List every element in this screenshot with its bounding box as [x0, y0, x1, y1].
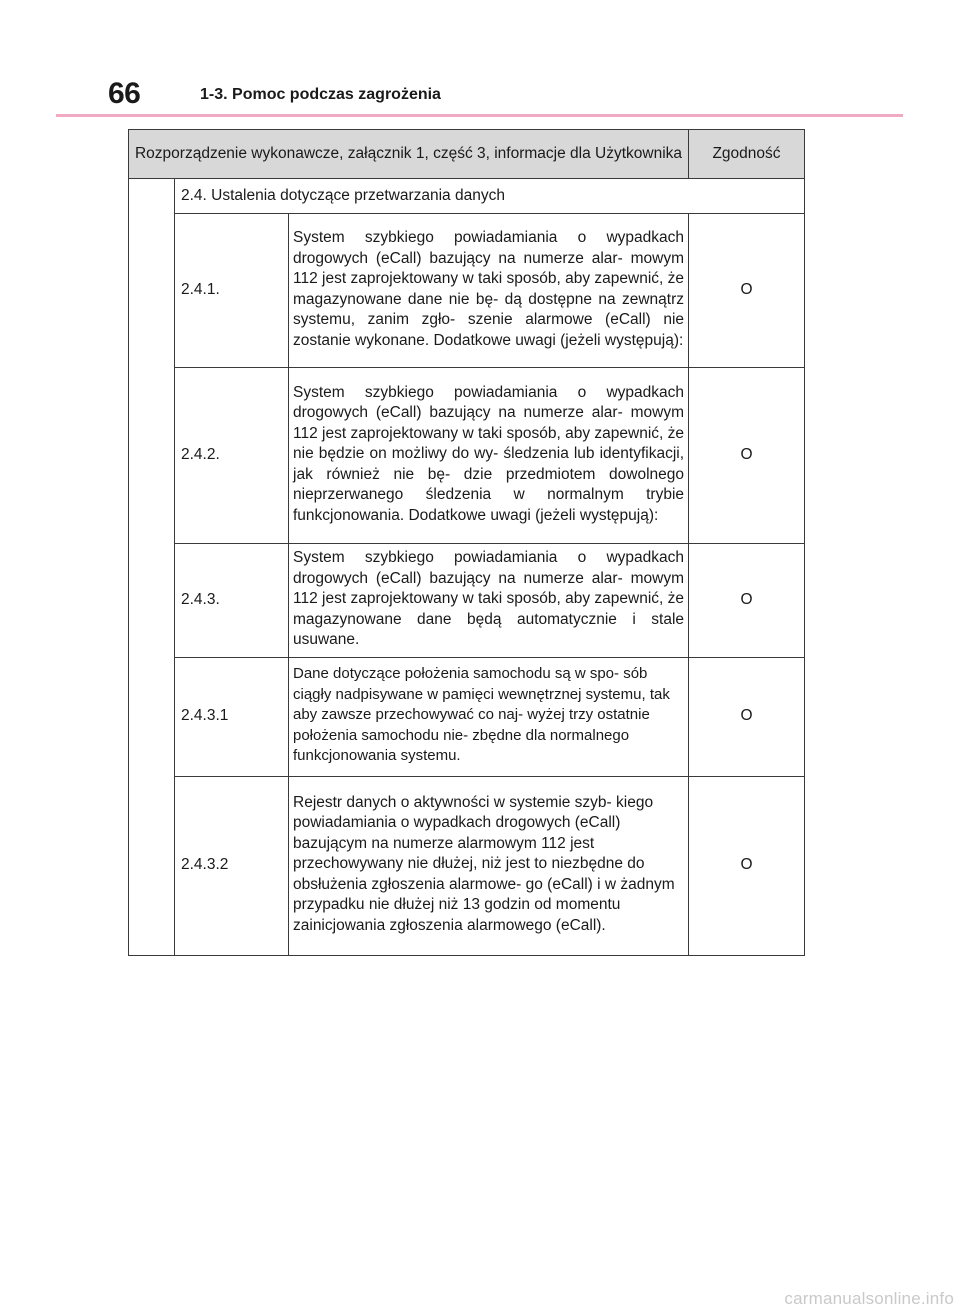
section-heading: 2.4. Ustalenia dotyczące przetwarzania danych — [175, 179, 805, 214]
compliance-table — [128, 129, 805, 956]
header-divider — [56, 114, 903, 117]
table-row — [129, 544, 805, 658]
row-compliance: O — [689, 776, 805, 955]
table-row — [129, 214, 805, 368]
row-id: 2.4.3. — [175, 544, 289, 658]
regulation-column-header: Rozporządzenie wykonawcze, załącznik 1, część 3, informacje dla Użytkownika — [129, 130, 689, 179]
page-header — [0, 0, 960, 120]
row-id: 2.4.2. — [175, 368, 289, 544]
table-row — [129, 776, 805, 955]
compliance-column-header: Zgodność — [689, 130, 805, 179]
row-description: System szybkiego powiadamiania o wypadkach drogowych (eCall) bazujący na numerze alar- mowym 112 jest zaprojektowany w taki sposób, aby zapewnić, że nie będzie on możliwy do wy- śledzenia lub identyfikacji, jak również nie bę- dzie przedmiotem dowolnego nieprzerwanego śledzenia w normalnym trybie funkcjonowania. Dodatkowe uwagi (jeżeli występują): — [289, 368, 689, 544]
table-row — [129, 368, 805, 544]
page-number: 66 — [108, 77, 141, 110]
row-compliance: O — [689, 214, 805, 368]
row-id: 2.4.3.1 — [175, 657, 289, 776]
row-description: Dane dotyczące położenia samochodu są w spo- sób ciągły nadpisywane w pamięci wewnętrznej systemu, tak aby zawsze przechowywać co naj- wyżej trzy ostatnie położenia samochodu nie- zbędne dla normalnego funkcjonowania systemu. — [289, 657, 689, 776]
row-description: System szybkiego powiadamiania o wypadkach drogowych (eCall) bazujący na numerze alar- mowym 112 jest zaprojektowany w taki sposób, aby zapewnić, że magazynowane dane nie bę- dą dostępne na zewnątrz systemu, zanim zgło- szenie alarmowe (eCall) nie zostanie wykonane. Dodatkowe uwagi (jeżeli występują): — [289, 214, 689, 368]
row-compliance: O — [689, 368, 805, 544]
row-id: 2.4.1. — [175, 214, 289, 368]
row-description: Rejestr danych o aktywności w systemie szyb- kiego powiadamiania o wypadkach drogowych (eCall) bazującym na numerze alarmowym 112 jest przechowywany nie dłużej, niż jest to niezbędne do obsłużenia zgłoszenia alarmowe- go (eCall) i w żadnym przypadku nie dłużej niż 13 godzin od momentu zainicjowania zgłoszenia alarmowego (eCall). — [289, 776, 689, 955]
row-description: System szybkiego powiadamiania o wypadkach drogowych (eCall) bazujący na numerze alar- mowym 112 jest zaprojektowany w taki sposób, aby zapewnić, że magazynowane dane będą automatycznie i stale usuwane. — [289, 544, 689, 658]
table-header-row — [129, 130, 805, 179]
row-id: 2.4.3.2 — [175, 776, 289, 955]
table-row — [129, 657, 805, 776]
watermark: carmanualsonline.info — [784, 1289, 954, 1308]
section-title: 1-3. Pomoc podczas zagrożenia — [200, 86, 441, 103]
row-compliance: O — [689, 544, 805, 658]
indent-spacer-cell — [129, 179, 175, 956]
row-compliance: O — [689, 657, 805, 776]
section-heading-row — [129, 179, 805, 214]
